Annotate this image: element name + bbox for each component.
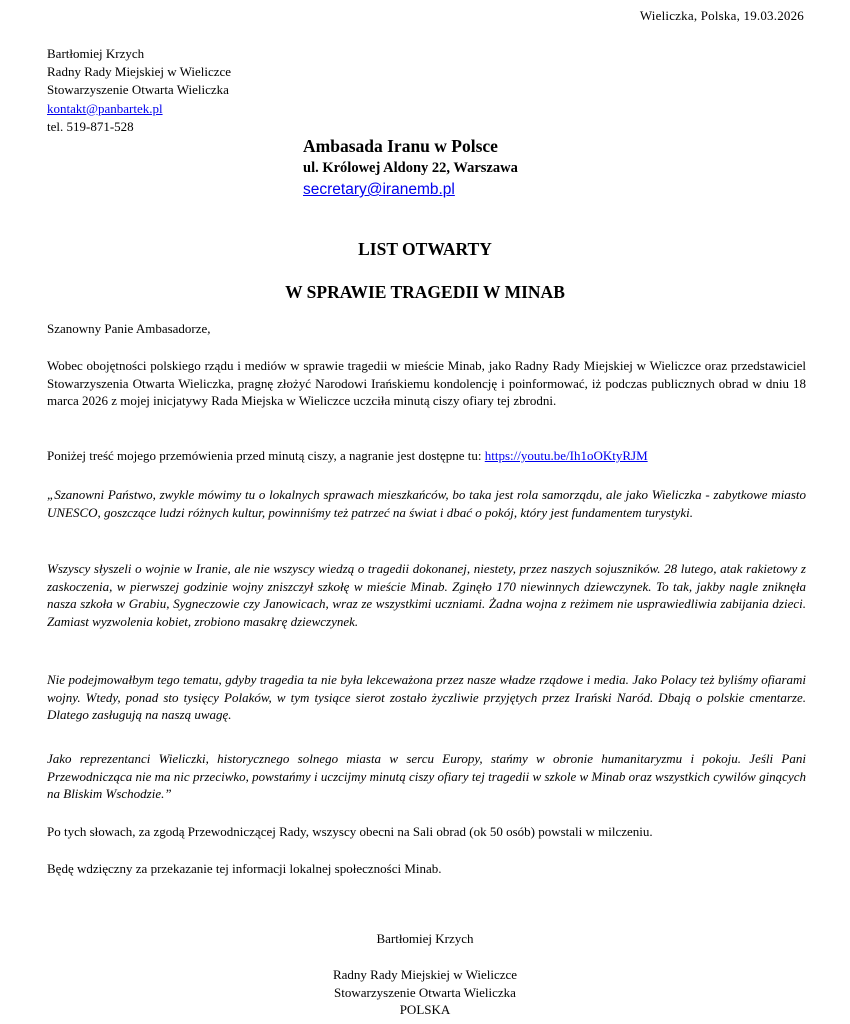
greeting: Szanowny Panie Ambasadorze, <box>47 321 211 336</box>
recipient-address: ul. Królowej Aldony 22, Warszawa <box>303 160 518 176</box>
recording-text: Poniżej treść mojego przemówienia przed minutą ciszy, a nagranie jest dostępne tu: <box>47 448 485 463</box>
recipient-block <box>303 134 518 201</box>
signature-name: Bartłomiej Krzych <box>376 931 474 946</box>
recipient-email-link[interactable]: secretary@iranemb.pl <box>303 181 455 198</box>
recording-link[interactable]: https://youtu.be/Ih1oOKtyRJM <box>484 448 648 463</box>
signature-block <box>0 966 850 1019</box>
speech-paragraph-3: Nie podejmowałbym tego tematu, gdyby tragedia ta nie była lekceważona przez nasze władze rządowe i media. Jako Polacy też byliśmy ofiarami wojny. Wtedy, ponad sto tysięcy Polaków, w tym tysiące sierot zostało życzliwie przyjętych przez Irański Naród. Dbają o polskie cmentarze. Dlatego zasługują na naszą uwagę. <box>47 672 806 723</box>
letter-subtitle: W SPRAWIE TRAGEDII W MINAB <box>285 282 565 302</box>
paragraph-intro: Wobec obojętności polskiego rządu i mediów w sprawie tragedii w mieście Minab, jako Radny Rady Miejskiej w Wieliczce oraz przedstawiciel Stowarzyszenia Otwarta Wieliczka, pragnę złożyć Narodowi Irańskiemu kondolencję i poinformować, iż podczas publicznych obrad w dniu 18 marca 2026 z mojej inicjatywy Rada Miejska w Wieliczce uczciła minutą ciszy ofiary tej zbrodni. <box>47 358 806 409</box>
paragraph-thanks: Będę wdzięczny za przekazanie tej informacji lokalnej społeczności Minab. <box>47 861 442 876</box>
sender-org: Stowarzyszenie Otwarta Wieliczka <box>47 82 229 98</box>
sender-block <box>47 45 231 136</box>
signature-country: POLSKA <box>399 1002 451 1018</box>
paragraph-recording <box>47 447 806 465</box>
sender-email-link[interactable]: kontakt@panbartek.pl <box>47 100 163 116</box>
recipient-name: Ambasada Iranu w Polsce <box>303 136 498 156</box>
signature-org: Stowarzyszenie Otwarta Wieliczka <box>334 984 516 1000</box>
sender-phone: tel. 519-871-528 <box>47 118 134 134</box>
date-line: Wieliczka, Polska, 19.03.2026 <box>639 8 804 23</box>
sender-role: Radny Rady Miejskiej w Wieliczce <box>47 64 232 80</box>
letter-title: LIST OTWARTY <box>358 239 492 259</box>
sender-name: Bartłomiej Krzych <box>47 46 145 61</box>
speech-paragraph-4: Jako reprezentanci Wieliczki, historycznego solnego miasta w sercu Europy, stańmy w obronie humanitaryzmu i pokoju. Jeśli Pani Przewodnicząca nie ma nic przeciwko, powstańmy i uczcijmy minutą ciszy ofiary tej tragedii w szkole w Minab oraz wszystkich cywilów ginących na Bliskim Wschodzie.” <box>47 751 806 802</box>
paragraph-after-speech: Po tych słowach, za zgodą Przewodniczącej Rady, wszyscy obecni na Sali obrad (ok 50 osób) powstali w milczeniu. <box>47 824 653 839</box>
signature-role: Radny Rady Miejskiej w Wieliczce <box>332 967 518 982</box>
speech-paragraph-1: „Szanowni Państwo, zwykle mówimy tu o lokalnych sprawach mieszkańców, bo taka jest rola samorządu, ale jako Wieliczka - zabytkowe miasto UNESCO, goszczące ludzi różnych kultur, powinniśmy też patrzeć na świat i dbać o pokój, który jest fundamentem turystyki. <box>47 487 806 520</box>
speech-paragraph-2: Wszyscy słyszeli o wojnie w Iranie, ale nie wszyscy wiedzą o tragedii dokonanej, niestety, przez naszych sojuszników. 28 lutego, atak rakietowy z zaskoczenia, w pierwszej godzinie wojny zniszczył szkołę w mieście Minab. Zginęło 170 niewinnych dziewczynek. To tak, jakby nagle zniknęła nasza szkoła w Grabiu, Sygneczowie czy Janowicach, wraz ze wszystkimi uczniami. Żadna wojna z reżimem nie usprawiedliwia zabijania dzieci. Zamiast wyzwolenia kobiet, zrobiono masakrę dziewczynek. <box>47 561 806 629</box>
